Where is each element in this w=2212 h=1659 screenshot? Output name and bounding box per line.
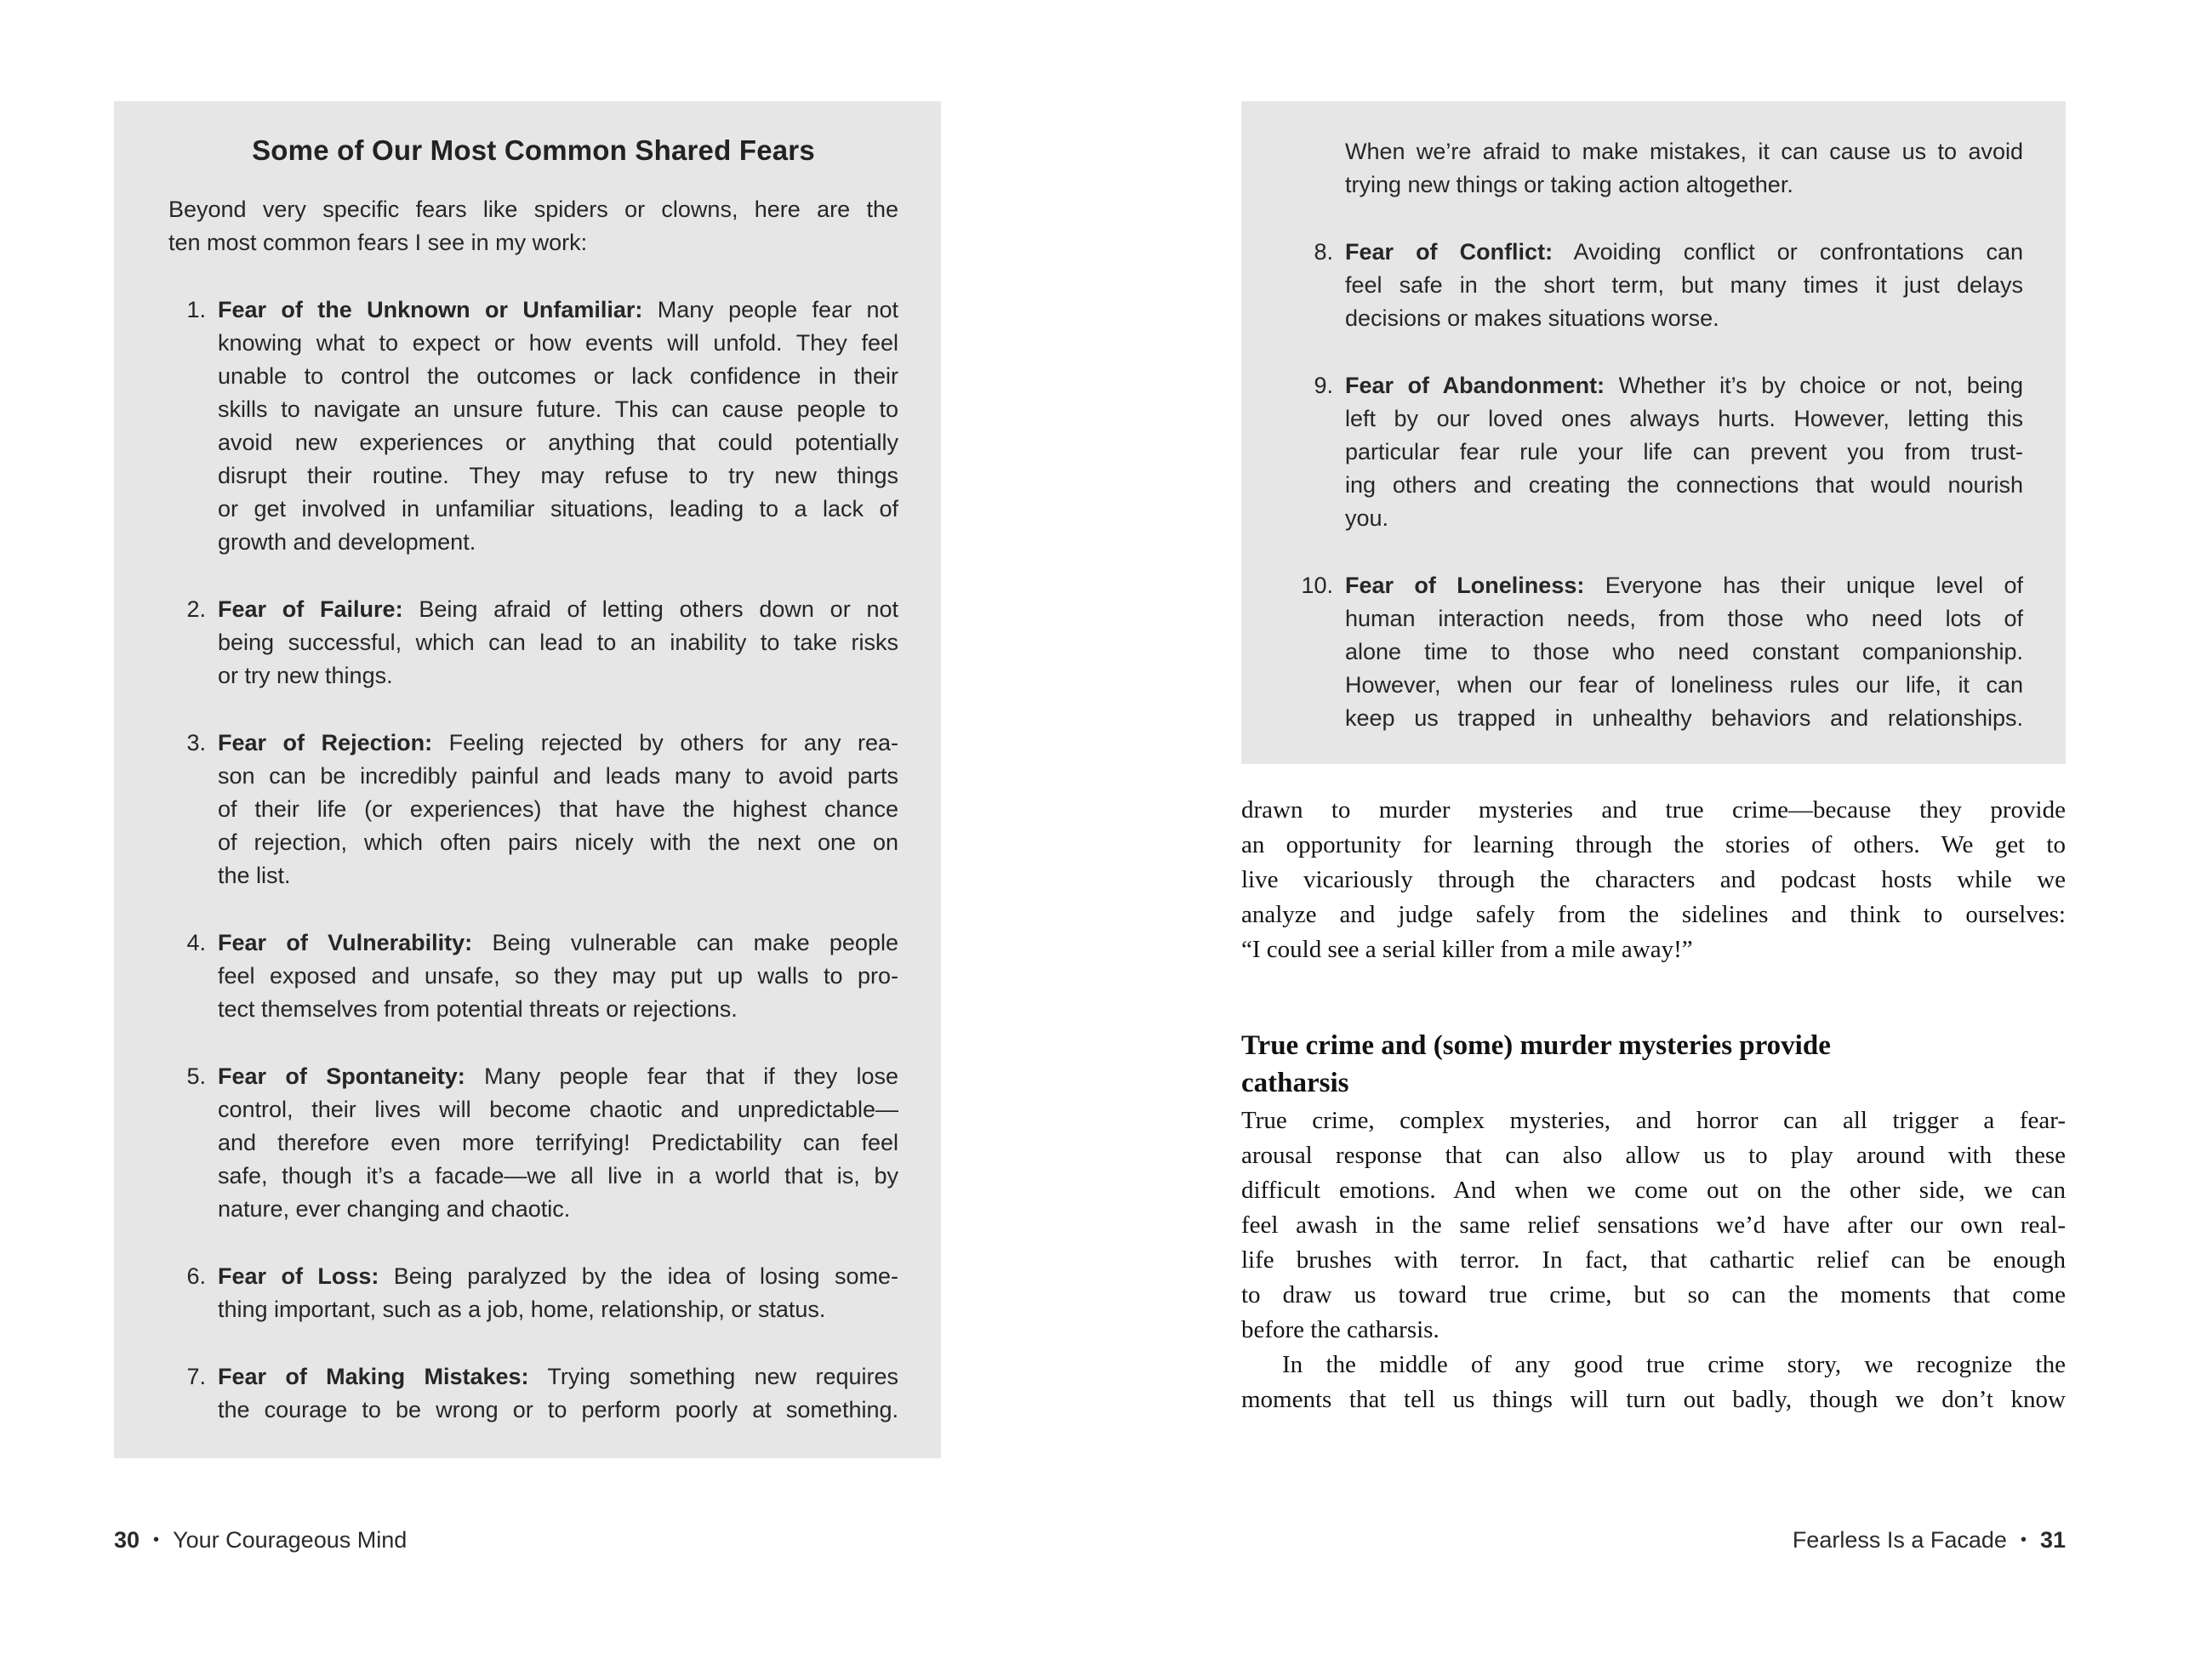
text-line: or get involved in unfamiliar situations, leading to a lack of	[218, 496, 898, 522]
text-line: moments that tell us things will turn out badly, though we don’t know	[1241, 1386, 2066, 1413]
left-footer	[114, 1525, 407, 1555]
text-line: Fear of Conflict: Avoiding conflict or confrontations can	[1345, 239, 2023, 265]
text-line: True crime and (some) murder mysteries provide	[1241, 1030, 1831, 1061]
fears-list-8-10	[1296, 135, 2023, 735]
shared-fears-box-right	[1241, 101, 2066, 764]
text-line: When we’re afraid to make mistakes, it can cause us to avoid	[1345, 139, 2023, 164]
text-line: feel exposed and unsafe, so they may put up walls to pro-	[218, 963, 898, 989]
text-line: nature, ever changing and chaotic.	[218, 1196, 571, 1222]
list-item-number: 8.	[1314, 239, 1333, 265]
list-item	[168, 926, 898, 1026]
list-item-continuation	[1296, 135, 2023, 202]
text-line: feel safe in the short term, but many times it just delays	[1345, 272, 2023, 298]
list-item-text	[1345, 369, 2023, 535]
text-line: Beyond very specific fears like spiders or clowns, here are the	[168, 197, 898, 222]
text-line: drawn to murder mysteries and true crime—because they provide	[1241, 796, 2066, 824]
text-line: Fear of the Unknown or Unfamiliar: Many people fear not	[218, 297, 898, 322]
text-line: live vicariously through the characters and podcast hosts while we	[1241, 866, 2066, 893]
text-line: Fear of Failure: Being afraid of letting others down or not	[218, 596, 898, 622]
text-line: decisions or makes situations worse.	[1345, 305, 1719, 331]
text-line: avoid new experiences or anything that could potentially	[218, 430, 898, 455]
list-item-text	[218, 926, 898, 1026]
box-intro	[168, 193, 898, 259]
list-item	[1296, 569, 2023, 735]
text-line: son can be incredibly painful and leads many to avoid parts	[218, 763, 898, 789]
text-line: of rejection, which often pairs nicely with the next one on	[218, 830, 898, 855]
shared-fears-box-left	[114, 101, 941, 1458]
text-line: the courage to be wrong or to perform poorly at something.	[218, 1397, 898, 1422]
text-line: keep us trapped in unhealthy behaviors and relationships.	[1345, 705, 2023, 731]
text-line: safe, though it’s a facade—we all live in a world that is, by	[218, 1163, 898, 1189]
list-item-number: 10.	[1301, 573, 1333, 598]
list-item-lead: Fear of Abandonment:	[1345, 373, 1605, 398]
list-item	[168, 1360, 898, 1427]
list-item-lead: Fear of Spontaneity:	[218, 1063, 465, 1089]
list-item-number: 3.	[186, 730, 206, 755]
list-item-number: 9.	[1314, 373, 1333, 398]
text-line: trying new things or taking action altogether.	[1345, 172, 1793, 197]
text-line: skills to navigate an unsure future. This can cause people to	[218, 396, 898, 422]
list-item-text	[218, 294, 898, 559]
body-paragraph	[1241, 793, 2066, 967]
list-item	[168, 1260, 898, 1326]
list-item-number: 5.	[186, 1063, 206, 1089]
text-line: to draw us toward true crime, but so can the moments that come	[1241, 1281, 2066, 1308]
text-line: “I could see a serial killer from a mile away!”	[1241, 936, 1693, 963]
text-line: the list.	[218, 863, 291, 888]
text-line: arousal response that can also allow us to play around with these	[1241, 1142, 2066, 1169]
text-line: you.	[1345, 505, 1389, 531]
text-line: feel awash in the same relief sensations we’d have after our own real-	[1241, 1211, 2066, 1239]
list-item	[168, 593, 898, 693]
fears-list-1-7	[168, 294, 898, 1427]
list-item-text	[1345, 569, 2023, 735]
text-line: alone time to those who need constant companionship.	[1345, 639, 2023, 664]
list-item-number: 7.	[186, 1364, 206, 1389]
list-item-number: 2.	[186, 596, 206, 622]
body-paragraph	[1241, 1348, 2066, 1417]
text-line: of their life (or experiences) that have the highest chance	[218, 796, 898, 822]
list-item-text	[218, 1360, 898, 1427]
list-item-lead: Fear of Vulnerability:	[218, 930, 473, 955]
list-item-lead: Fear of Loss:	[218, 1263, 379, 1289]
body-text	[1241, 793, 2066, 1417]
list-item-number: 4.	[186, 930, 206, 955]
list-item-text	[218, 727, 898, 892]
list-item-lead: Fear of Making Mistakes:	[218, 1364, 529, 1389]
text-line: an opportunity for learning through the stories of others. We get to	[1241, 831, 2066, 858]
list-item-text	[218, 593, 898, 693]
left-page-number: 30	[114, 1527, 140, 1553]
body-paragraph	[1241, 1103, 2066, 1348]
text-line: thing important, such as a job, home, relationship, or status.	[218, 1297, 826, 1322]
right-page-number: 31	[2039, 1527, 2066, 1553]
text-line: Fear of Abandonment: Whether it’s by choice or not, being	[1345, 373, 2023, 398]
text-line: disrupt their routine. They may refuse to try new things	[218, 463, 898, 488]
right-footer	[1793, 1525, 2066, 1555]
list-item	[1296, 369, 2023, 535]
right-chapter-title: Fearless Is a Facade	[1792, 1527, 2007, 1553]
text-line: Fear of Making Mistakes: Trying something new requires	[218, 1364, 898, 1389]
text-line: Fear of Loss: Being paralyzed by the idea of losing some-	[218, 1263, 898, 1289]
text-line: unable to control the outcomes or lack confidence in their	[218, 363, 898, 389]
list-item-text	[218, 1060, 898, 1226]
text-line: life brushes with terror. In fact, that cathartic relief can be enough	[1241, 1246, 2066, 1274]
list-item	[168, 1060, 898, 1226]
text-line: Fear of Vulnerability: Being vulnerable can make people	[218, 930, 898, 955]
left-chapter-title: Your Courageous Mind	[173, 1527, 408, 1553]
list-item-lead: Fear of the Unknown or Unfamiliar:	[218, 297, 643, 322]
list-item	[168, 727, 898, 892]
text-line: Fear of Rejection: Feeling rejected by others for any rea-	[218, 730, 898, 755]
footer-separator-dot: •	[2020, 1531, 2027, 1549]
list-item	[168, 294, 898, 559]
text-line: being successful, which can lead to an inability to take risks	[218, 630, 898, 655]
text-line: human interaction needs, from those who need lots of	[1345, 606, 2023, 631]
footer-separator-dot: •	[153, 1531, 160, 1549]
text-line: ten most common fears I see in my work:	[168, 230, 588, 255]
list-item-lead: Fear of Rejection:	[218, 730, 433, 755]
text-line: However, when our fear of loneliness rules our life, it can	[1345, 672, 2023, 698]
text-line: ing others and creating the connections that would nourish	[1345, 472, 2023, 498]
text-line: tect themselves from potential threats or rejections.	[218, 996, 738, 1022]
list-item-text	[1345, 236, 2023, 335]
list-item-lead: Fear of Conflict:	[1345, 239, 1554, 265]
text-line: Fear of Spontaneity: Many people fear that if they lose	[218, 1063, 898, 1089]
text-line: knowing what to expect or how events will unfold. They feel	[218, 330, 898, 356]
list-item-lead: Fear of Failure:	[218, 596, 403, 622]
list-item-lead: Fear of Loneliness:	[1345, 573, 1585, 598]
list-item-number: 6.	[186, 1263, 206, 1289]
text-line: True crime, complex mysteries, and horror can all trigger a fear-	[1241, 1107, 2066, 1134]
text-line: In the middle of any good true crime story, we recognize the	[1282, 1351, 2066, 1378]
text-line: before the catharsis.	[1241, 1316, 1440, 1343]
list-item	[1296, 236, 2023, 335]
section-heading	[1241, 1027, 2066, 1102]
text-line: and therefore even more terrifying! Predictability can feel	[218, 1130, 898, 1155]
text-line: left by our loved ones always hurts. However, letting this	[1345, 406, 2023, 431]
text-line: growth and development.	[218, 529, 476, 555]
text-line: difficult emotions. And when we come out on the other side, we can	[1241, 1177, 2066, 1204]
text-line: control, their lives will become chaotic and unpredictable—	[218, 1097, 898, 1122]
text-line: Fear of Loneliness: Everyone has their unique level of	[1345, 573, 2023, 598]
text-line: analyze and judge safely from the sidelines and think to ourselves:	[1241, 901, 2066, 928]
box-title: Some of Our Most Common Shared Fears	[252, 134, 815, 166]
list-item-text	[218, 1260, 898, 1326]
text-line: or try new things.	[218, 663, 393, 688]
list-item-number: 1.	[186, 297, 206, 322]
list-item-text	[1345, 135, 2023, 202]
list-item-number	[1296, 135, 1333, 202]
text-line: catharsis	[1241, 1068, 1349, 1098]
text-line: particular fear rule your life can prevent you from trust-	[1345, 439, 2023, 465]
